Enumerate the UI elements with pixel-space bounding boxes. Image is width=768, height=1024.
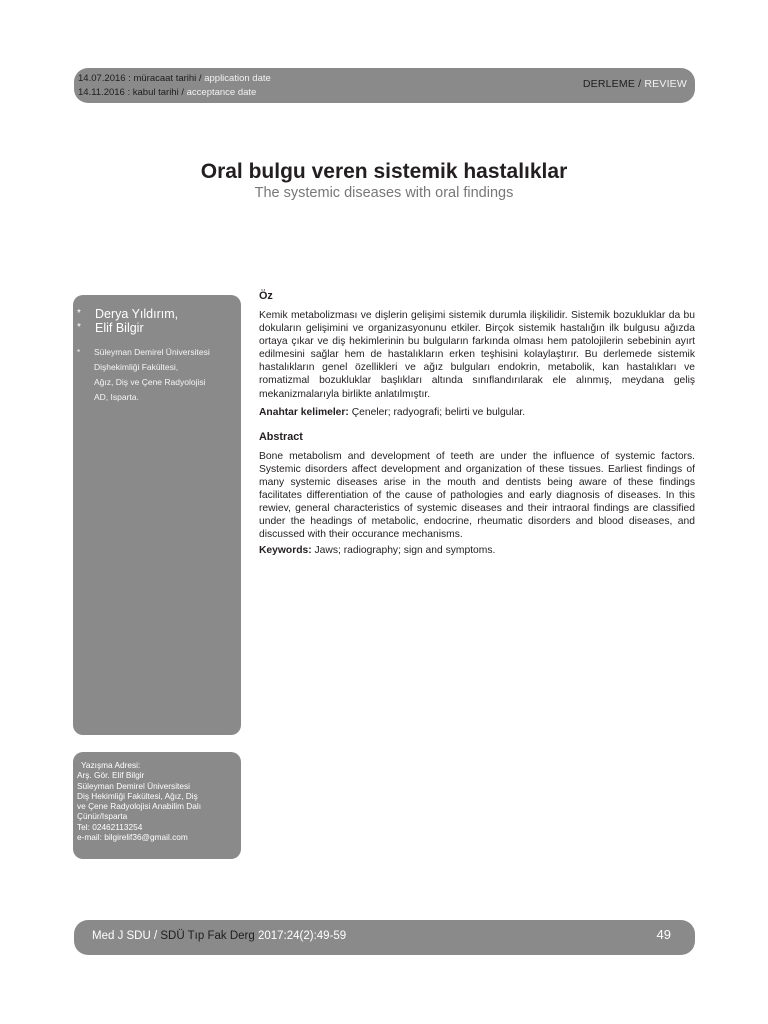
oz-keywords-label: Anahtar kelimeler: <box>259 406 349 418</box>
correspondence-box <box>73 752 241 859</box>
application-date: 14.07.2016 <box>78 73 126 84</box>
correspondence-phone: Tel: 02462113254 <box>77 821 143 832</box>
oz-keywords <box>259 406 695 419</box>
application-label-en: application date <box>204 73 271 84</box>
affiliation-mark: * <box>77 348 81 357</box>
journal-citation <box>92 930 346 942</box>
affiliation-line: AD, Isparta. <box>94 392 139 402</box>
author-list <box>77 307 178 335</box>
journal-name-en: Med J SDU / <box>92 930 161 942</box>
abstract-keywords <box>259 544 695 557</box>
citation-details: 2017:24(2):49-59 <box>254 930 347 942</box>
footer-bar <box>74 920 695 955</box>
correspondence-line: Çünür/Isparta <box>77 811 128 822</box>
affiliation-line: Dişhekimliği Fakültesi, <box>94 362 179 372</box>
article-type <box>583 78 687 90</box>
author-item <box>77 307 178 321</box>
acceptance-date: 14.11.2016 <box>78 87 125 98</box>
author-item <box>77 321 178 335</box>
page-number: 49 <box>656 927 671 942</box>
affiliation-lines <box>94 345 239 405</box>
author-mark: * <box>77 322 81 333</box>
abstract-body: Bone metabolism and development of teeth are under the influence of systemic factors. Systemic disorders affect development and organization of these tissues. Earliest findings of many systemic diseases arise in the mouth and dentists being aware of these findings facilitates differentiation of the cause of pathologies and early diagnosis of diseases. In this rewiev, general characteristics of systemic diseases and their intraoral findings are classified under the headings of metabolic, endocrine, rheumatic disorders and blood diseases, and discussed with their occurance mechanisms. <box>259 450 695 541</box>
author-name: Elif Bilgir <box>95 321 144 335</box>
article-type-tr: DERLEME / <box>582 78 645 90</box>
acceptance-label-en: acceptance date <box>186 87 257 98</box>
article-type-en: REVIEW <box>644 78 687 90</box>
acceptance-date-line <box>78 86 271 100</box>
correspondence <box>77 760 239 842</box>
correspondence-email[interactable]: e-mail: bilgirelif36@gmail.com <box>77 832 188 843</box>
author-box <box>73 295 241 735</box>
main-content <box>259 290 695 558</box>
abstract-keywords-value: Jaws; radiography; sign and symptoms. <box>311 545 496 557</box>
application-label-tr: : müracaat tarihi / <box>125 73 205 84</box>
author-name: Derya Yıldırım, <box>95 307 179 321</box>
header-dates <box>78 72 271 100</box>
application-date-line <box>78 72 271 86</box>
oz-heading: Öz <box>259 290 273 302</box>
article-title: Oral bulgu veren sistemik hastalıklar <box>200 160 568 183</box>
correspondence-line: ve Çene Radyolojisi Anabilim Dalı <box>77 801 202 812</box>
author-mark: * <box>77 308 81 319</box>
correspondence-line: Diş Hekimliği Fakültesi, Ağız, Diş <box>77 790 198 801</box>
affiliation-line: Süleyman Demirel Üniversitesi <box>94 347 210 357</box>
correspondence-line: Arş. Gör. Elif Bilgir <box>77 770 145 781</box>
correspondence-heading: Yazışma Adresi: <box>81 760 141 770</box>
oz-keywords-value: Çeneler; radyografi; belirti ve bulgular. <box>348 406 526 418</box>
abstract-keywords-label: Keywords: <box>259 545 312 557</box>
affiliation <box>77 345 239 405</box>
affiliation-line: Ağız, Diş ve Çene Radyolojisi <box>94 377 206 387</box>
header-bar <box>74 68 695 103</box>
acceptance-label-tr: : kabul tarihi / <box>124 87 187 98</box>
oz-body: Kemik metabolizması ve dişlerin gelişimi sistemik durumla ilişkilidir. Sistemik bozukluklar da bu dokuların gelişimini ve organizasyonunu etkiler. Birçok sistemik hastalığın ilk bulgusu ağızda ortaya çıkar ve diş hekimlerinin bu bulguların farkında olması hem patolojilerin sebebinin ayırt edilmesini sağlar hem de hastalıkların erken teşhisini kolaylaştırır. Bu derlemede sistemik hastalıkların genel özellikleri ve ağız bulguları endokrin, metabolik, kan hastalıkları ve romatizmal bozukluklar başlıkları altında sınıflandırılarak ele alınmış, meydana geliş mekanizmalarıyla birlikte anlatılmıştır. <box>259 310 695 400</box>
abstract-heading: Abstract <box>259 430 303 443</box>
journal-name-tr: SDÜ Tıp Fak Derg <box>160 930 255 942</box>
correspondence-line: Süleyman Demirel Üniversitesi <box>77 780 190 791</box>
article-subtitle: The systemic diseases with oral findings <box>254 185 514 201</box>
